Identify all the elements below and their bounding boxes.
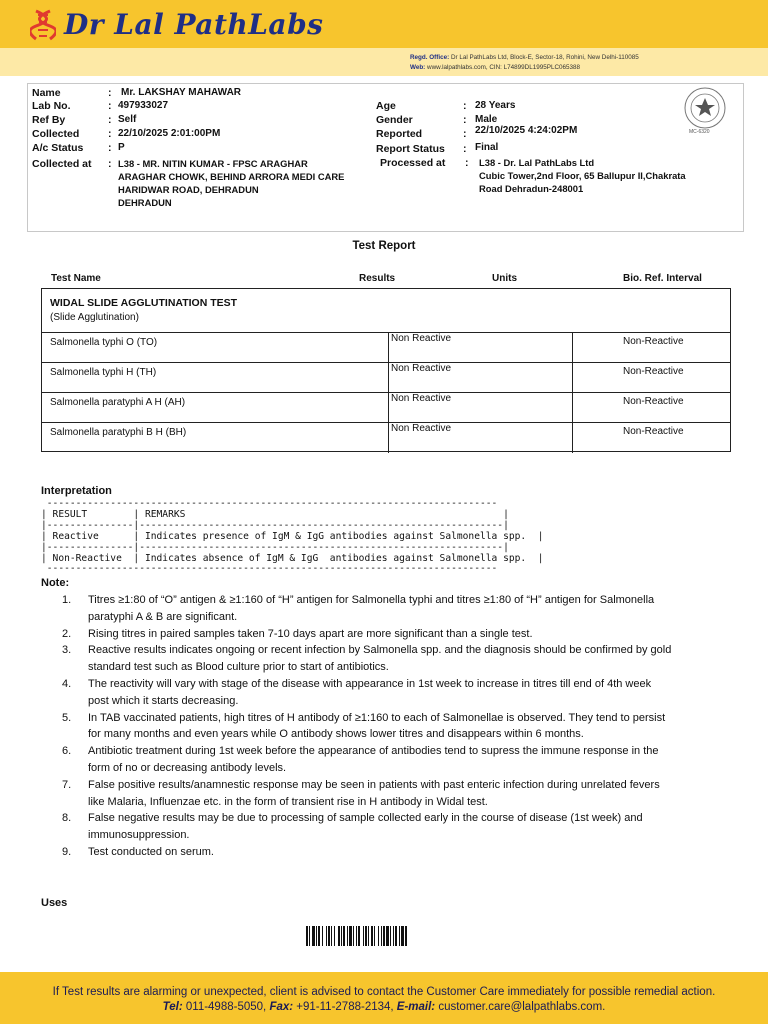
brand-logo-text: Dr Lal PathLabs	[64, 8, 324, 41]
refby-colon: :	[108, 114, 112, 126]
note-number: 7.	[62, 778, 72, 791]
regd-address: Dr Lal PathLabs Ltd, Block-E, Sector-18, Rohini, New Delhi-110085	[450, 54, 639, 61]
web-cin: www.lalpathlabs.com, CIN: L74899DL1995PLC065388	[427, 64, 581, 71]
barcode-icon	[306, 926, 472, 946]
reported-colon: :	[463, 128, 467, 140]
collected-at-label: Collected at	[32, 158, 92, 170]
report-status: Final	[475, 142, 499, 153]
note-item	[62, 743, 674, 777]
test-row-result: Non Reactive	[391, 363, 452, 374]
results-table	[41, 288, 731, 452]
uses-heading: Uses	[41, 897, 68, 909]
test-row-ref: Non-Reactive	[623, 426, 684, 437]
note-item	[62, 642, 674, 676]
test-row-result: Non Reactive	[391, 393, 452, 404]
age-colon: :	[463, 100, 467, 112]
header-info-strip	[0, 48, 768, 76]
note-item	[62, 626, 674, 643]
footer-bar	[0, 972, 768, 1024]
note-text: Antibiotic treatment during 1st week before the appearance of antibodies tend to supress the immune response in the form of no or decreasing antibody levels.	[88, 745, 659, 774]
note-text: False negative results may be due to processing of sample collected early in the course of disease (1st week) and immunosuppression.	[88, 812, 643, 842]
note-number: 6.	[62, 745, 72, 758]
note-number: 8.	[62, 812, 72, 825]
test-title: WIDAL SLIDE AGGLUTINATION TEST	[50, 297, 238, 309]
lab-number: 497933027	[118, 100, 169, 111]
collected-at-line: L38 - MR. NITIN KUMAR - FPSC ARAGHAR	[118, 158, 308, 169]
note-item	[62, 676, 674, 710]
collected-label: Collected	[32, 128, 80, 140]
note-number: 1.	[62, 594, 72, 606]
collected-at-colon: :	[108, 158, 112, 170]
table-divider	[42, 422, 730, 423]
name-colon: :	[108, 87, 112, 99]
labno-label: Lab No.	[32, 100, 71, 112]
processed-at-line: L38 - Dr. Lal PathLabs Ltd	[479, 157, 595, 168]
labno-colon: :	[108, 100, 112, 112]
interpretation-heading: Interpretation	[41, 485, 112, 497]
fax-label: Fax:	[269, 1001, 294, 1013]
ac-status-label: A/c Status	[32, 142, 84, 154]
note-item	[62, 844, 674, 861]
note-item	[62, 710, 674, 744]
gender-label: Gender	[376, 114, 413, 126]
note-number: 2.	[62, 627, 72, 640]
dna-logo-icon	[30, 9, 56, 41]
report-status-label: Report Status	[376, 143, 445, 155]
note-number: 3.	[62, 644, 72, 657]
note-text: Reactive results indicates ongoing or recent infection by Salmonella spp. and the diagnosis should be confirmed by gold standard test such as Blood culture prior to start of antibiotics.	[88, 644, 672, 674]
table-divider	[42, 392, 730, 393]
note-text: The reactivity will vary with stage of the disease with appearance in 1st week to increase in titres till end of 4th week post which it starts decreasing.	[88, 677, 652, 707]
report-status-colon: :	[463, 143, 467, 155]
collected-at-line: HARIDWAR ROAD, DEHRADUN	[118, 184, 259, 195]
tel-label: Tel:	[162, 1001, 183, 1013]
interpretation-table: ------------------------------------------------------------------------------ | RESULT | REMARKS | |---------------|---------------------------------------------------------------| | Reactive | Indicates presence of IgM & IgG antibodies against Salmonella spp. | |---------------|---------------------------------------------------------------| | Non-Reactive | Indicates absence of IgM & IgG antibodies against Salmonella spp. | ------------------------------------------------------------------------------	[41, 498, 544, 575]
age: 28 Years	[475, 100, 516, 111]
test-row-result: Non Reactive	[391, 423, 452, 434]
note-heading: Note:	[41, 577, 70, 589]
ref-by: Self	[118, 114, 137, 125]
note-item	[62, 810, 674, 844]
refby-label: Ref By	[32, 114, 66, 126]
patient-name: Mr. LAKSHAY MAHAWAR	[121, 87, 242, 98]
footer-advisory: If Test results are alarming or unexpected, client is advised to contact the Customer Care immediately for possible remedial action.	[52, 986, 716, 998]
note-number: 9.	[62, 845, 72, 858]
reported-datetime: 22/10/2025 4:24:02PM	[475, 125, 578, 136]
tel-number: 011-4988-5050,	[185, 1001, 267, 1013]
col-units: Units	[492, 273, 517, 284]
ac-status: P	[118, 142, 125, 153]
footer-contact	[0, 1001, 768, 1013]
web-label: Web:	[410, 64, 426, 71]
gender: Male	[475, 114, 498, 125]
test-row-result: Non Reactive	[391, 333, 452, 344]
email-address: customer.care@lalpathlabs.com.	[438, 1001, 606, 1013]
reported-label: Reported	[376, 128, 423, 140]
note-number: 5.	[62, 711, 72, 724]
table-divider	[42, 362, 730, 363]
note-text: In TAB vaccinated patients, high titres of H antibody of ≥1:160 to each of Salmonellae is observed. They tend to persist for many months and even years while O antibody shows lower titres and disappears within 6 months.	[88, 711, 666, 741]
table-divider	[388, 332, 389, 453]
report-title: Test Report	[352, 240, 416, 252]
test-row-name: Salmonella typhi O (TO)	[50, 337, 158, 348]
test-row-name: Salmonella paratyphi B H (BH)	[50, 427, 187, 438]
col-results: Results	[359, 273, 396, 284]
col-bio-ref: Bio. Ref. Interval	[623, 273, 702, 284]
test-method: (Slide Agglutination)	[50, 312, 139, 323]
fax-number: +91-11-2788-2134,	[296, 1001, 394, 1013]
age-label: Age	[376, 100, 396, 112]
notes-list	[62, 592, 674, 861]
collected-colon: :	[108, 128, 112, 140]
gender-colon: :	[463, 114, 467, 126]
test-row-ref: Non-Reactive	[623, 396, 684, 407]
processed-at-colon: :	[465, 157, 469, 169]
collected-at-line: DEHRADUN	[118, 197, 172, 208]
note-text: Test conducted on serum.	[88, 845, 214, 858]
test-row-name: Salmonella typhi H (TH)	[50, 367, 157, 378]
note-item	[62, 592, 674, 626]
registered-office-info	[410, 53, 639, 73]
note-text: Titres ≥1:80 of “O” antigen & ≥1:160 of “H” antigen for Salmonella typhi and titres ≥1:80 of “H” antigen for Salmonella paratyphi A & B are significant.	[88, 594, 655, 623]
seal-code: MC-6320	[689, 129, 710, 135]
test-row-name: Salmonella paratyphi A H (AH)	[50, 397, 186, 408]
col-test-name: Test Name	[51, 273, 101, 284]
table-divider	[42, 332, 730, 333]
test-row-ref: Non-Reactive	[623, 366, 684, 377]
test-row-ref: Non-Reactive	[623, 336, 684, 347]
note-text: Rising titres in paired samples taken 7-10 days apart are more significant than a single test.	[88, 627, 533, 640]
collected-datetime: 22/10/2025 2:01:00PM	[118, 128, 221, 139]
regd-label: Regd. Office:	[410, 54, 450, 61]
note-number: 4.	[62, 677, 72, 690]
processed-at-line: Cubic Tower,2nd Floor, 65 Ballupur II,Chakrata	[479, 170, 686, 181]
ac-status-colon: :	[108, 142, 112, 154]
collected-at-line: ARAGHAR CHOWK, BEHIND ARRORA MEDI CARE	[118, 171, 345, 182]
processed-at-label: Processed at	[380, 157, 446, 169]
note-text: False positive results/anamnestic response may be seen in patients with past enteric infection during unrelated fevers like Malaria, Influenzae etc. in the form of transient rise in H antibody in Widal test.	[88, 778, 660, 808]
processed-at-line: Road Dehradun-248001	[479, 183, 584, 194]
email-label: E-mail:	[396, 1001, 436, 1013]
note-item	[62, 777, 674, 811]
name-label: Name	[32, 87, 61, 99]
table-divider	[572, 332, 573, 453]
